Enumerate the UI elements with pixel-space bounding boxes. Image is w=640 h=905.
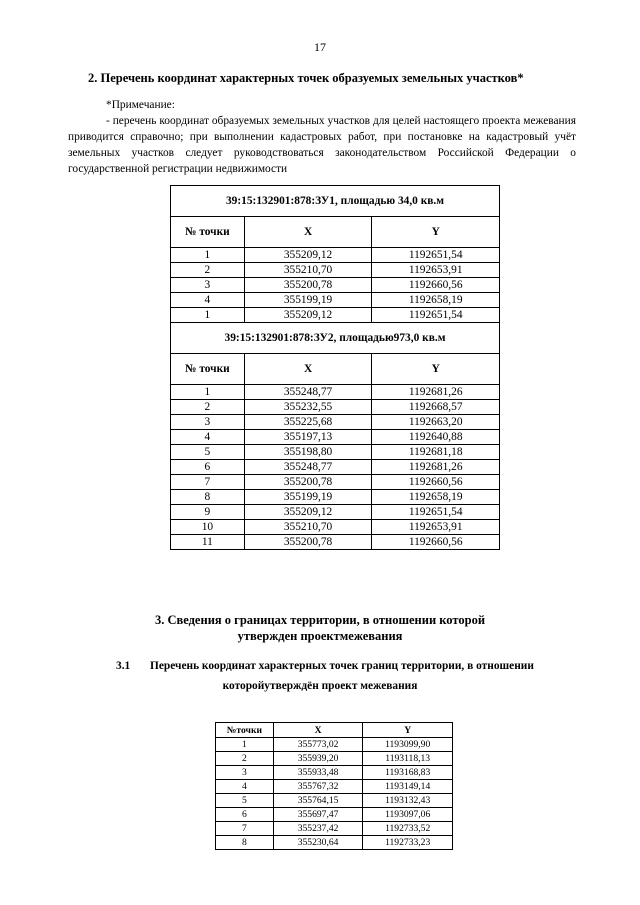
y-coordinate-cell: 1192733,23 bbox=[363, 836, 453, 850]
table-header-row bbox=[216, 723, 453, 738]
table-row bbox=[216, 794, 453, 808]
point-number-cell: 5 bbox=[216, 794, 274, 808]
x-coordinate-cell: 355200,78 bbox=[244, 535, 372, 550]
table-header-row bbox=[171, 217, 500, 248]
y-coordinate-cell: 1193099,90 bbox=[363, 738, 453, 752]
x-coordinate-cell: 355767,32 bbox=[273, 780, 363, 794]
table-row bbox=[171, 460, 500, 475]
table-row bbox=[171, 535, 500, 550]
point-number-cell: 3 bbox=[171, 278, 245, 293]
y-coordinate-cell: 1192681,26 bbox=[372, 460, 500, 475]
y-coordinate-cell: 1193149,14 bbox=[363, 780, 453, 794]
table-row bbox=[171, 490, 500, 505]
point-number-cell: 5 bbox=[171, 445, 245, 460]
header-y: Y bbox=[363, 723, 453, 738]
x-coordinate-cell: 355237,42 bbox=[273, 822, 363, 836]
x-coordinate-cell: 355200,78 bbox=[244, 475, 372, 490]
parcel-title-row bbox=[171, 186, 500, 217]
point-number-cell: 4 bbox=[171, 430, 245, 445]
point-number-cell: 6 bbox=[171, 460, 245, 475]
point-number-cell: 3 bbox=[171, 415, 245, 430]
y-coordinate-cell: 1193097,06 bbox=[363, 808, 453, 822]
x-coordinate-cell: 355209,12 bbox=[244, 505, 372, 520]
point-number-cell: 1 bbox=[216, 738, 274, 752]
header-x: X bbox=[273, 723, 363, 738]
x-coordinate-cell: 355209,12 bbox=[244, 248, 372, 263]
point-number-cell: 6 bbox=[216, 808, 274, 822]
subsection-number: 3.1 bbox=[116, 660, 131, 672]
y-coordinate-cell: 1192663,20 bbox=[372, 415, 500, 430]
header-y: Y bbox=[372, 217, 500, 248]
point-number-cell: 1 bbox=[171, 385, 245, 400]
table-row bbox=[171, 308, 500, 323]
table-row bbox=[216, 808, 453, 822]
table-row bbox=[171, 263, 500, 278]
table-row bbox=[216, 766, 453, 780]
parcel-title: 39:15:132901:878:ЗУ2, площадью973,0 кв.м bbox=[171, 323, 500, 354]
table-row bbox=[171, 475, 500, 490]
point-number-cell: 11 bbox=[171, 535, 245, 550]
header-point-number: № точки bbox=[171, 217, 245, 248]
y-coordinate-cell: 1192733,52 bbox=[363, 822, 453, 836]
y-coordinate-cell: 1192651,54 bbox=[372, 248, 500, 263]
x-coordinate-cell: 355232,55 bbox=[244, 400, 372, 415]
y-coordinate-cell: 1192660,56 bbox=[372, 475, 500, 490]
header-y: Y bbox=[372, 354, 500, 385]
x-coordinate-cell: 355225,68 bbox=[244, 415, 372, 430]
table-header-row bbox=[171, 354, 500, 385]
x-coordinate-cell: 355210,70 bbox=[244, 520, 372, 535]
point-number-cell: 4 bbox=[216, 780, 274, 794]
subsection-title-line-1: Перечень координат характерных точек границ территории, в отношении bbox=[150, 660, 534, 672]
y-coordinate-cell: 1193168,83 bbox=[363, 766, 453, 780]
territory-coordinates-table bbox=[215, 722, 453, 850]
y-coordinate-cell: 1192658,19 bbox=[372, 490, 500, 505]
subsection-3-1-title bbox=[116, 660, 534, 672]
header-x: X bbox=[244, 217, 372, 248]
y-coordinate-cell: 1192668,57 bbox=[372, 400, 500, 415]
x-coordinate-cell: 355773,02 bbox=[273, 738, 363, 752]
point-number-cell: 8 bbox=[171, 490, 245, 505]
table-row bbox=[216, 822, 453, 836]
table-row bbox=[171, 385, 500, 400]
table-row bbox=[171, 293, 500, 308]
page-number: 17 bbox=[314, 40, 326, 54]
table-row bbox=[216, 780, 453, 794]
table-row bbox=[216, 836, 453, 850]
x-coordinate-cell: 355248,77 bbox=[244, 460, 372, 475]
subsection-title-line-2: которойутверждён проект межевания bbox=[222, 680, 418, 692]
table-row bbox=[171, 400, 500, 415]
point-number-cell: 1 bbox=[171, 308, 245, 323]
table-row bbox=[171, 415, 500, 430]
point-number-cell: 2 bbox=[171, 263, 245, 278]
table-row bbox=[171, 430, 500, 445]
y-coordinate-cell: 1193118,13 bbox=[363, 752, 453, 766]
y-coordinate-cell: 1192651,54 bbox=[372, 308, 500, 323]
point-number-cell: 8 bbox=[216, 836, 274, 850]
x-coordinate-cell: 355197,13 bbox=[244, 430, 372, 445]
x-coordinate-cell: 355199,19 bbox=[244, 293, 372, 308]
header-x: X bbox=[244, 354, 372, 385]
header-point-number: №точки bbox=[216, 723, 274, 738]
y-coordinate-cell: 1192660,56 bbox=[372, 535, 500, 550]
y-coordinate-cell: 1192640,88 bbox=[372, 430, 500, 445]
point-number-cell: 9 bbox=[171, 505, 245, 520]
point-number-cell: 10 bbox=[171, 520, 245, 535]
x-coordinate-cell: 355198,80 bbox=[244, 445, 372, 460]
y-coordinate-cell: 1192681,18 bbox=[372, 445, 500, 460]
parcel-title: 39:15:132901:878:ЗУ1, площадью 34,0 кв.м bbox=[171, 186, 500, 217]
table-row bbox=[216, 752, 453, 766]
x-coordinate-cell: 355248,77 bbox=[244, 385, 372, 400]
point-number-cell: 7 bbox=[216, 822, 274, 836]
x-coordinate-cell: 355230,64 bbox=[273, 836, 363, 850]
y-coordinate-cell: 1192653,91 bbox=[372, 520, 500, 535]
x-coordinate-cell: 355199,19 bbox=[244, 490, 372, 505]
y-coordinate-cell: 1192681,26 bbox=[372, 385, 500, 400]
x-coordinate-cell: 355764,15 bbox=[273, 794, 363, 808]
x-coordinate-cell: 355200,78 bbox=[244, 278, 372, 293]
note-body: - перечень координат образуемых земельных участков для целей настоящего проекта межевания приводится справочно; при выполнении кадастровых работ, при постановке на кадастровый учёт земельных участков следует руководствоваться законодательством Российской Федерации о государственной регистрации недвижимости bbox=[68, 115, 576, 175]
y-coordinate-cell: 1192660,56 bbox=[372, 278, 500, 293]
table-row bbox=[216, 738, 453, 752]
table-row bbox=[171, 520, 500, 535]
y-coordinate-cell: 1192651,54 bbox=[372, 505, 500, 520]
parcel-title-row bbox=[171, 323, 500, 354]
section-3-title-line-2: утвержден проектмежевания bbox=[237, 629, 403, 643]
table-row bbox=[171, 505, 500, 520]
section-2-title: 2. Перечень координат характерных точек образуемых земельных участков* bbox=[88, 71, 524, 85]
note-title: *Примечание: bbox=[106, 99, 175, 111]
point-number-cell: 3 bbox=[216, 766, 274, 780]
x-coordinate-cell: 355210,70 bbox=[244, 263, 372, 278]
point-number-cell: 2 bbox=[216, 752, 274, 766]
point-number-cell: 1 bbox=[171, 248, 245, 263]
x-coordinate-cell: 355939,20 bbox=[273, 752, 363, 766]
point-number-cell: 2 bbox=[171, 400, 245, 415]
y-coordinate-cell: 1192653,91 bbox=[372, 263, 500, 278]
table-row bbox=[171, 445, 500, 460]
point-number-cell: 4 bbox=[171, 293, 245, 308]
parcel-coordinates-table bbox=[170, 185, 500, 550]
header-point-number: № точки bbox=[171, 354, 245, 385]
table-row bbox=[171, 278, 500, 293]
y-coordinate-cell: 1192658,19 bbox=[372, 293, 500, 308]
x-coordinate-cell: 355209,12 bbox=[244, 308, 372, 323]
table-row bbox=[171, 248, 500, 263]
x-coordinate-cell: 355933,48 bbox=[273, 766, 363, 780]
section-3-title-line-1: 3. Сведения о границах территории, в отношении которой bbox=[154, 613, 486, 627]
x-coordinate-cell: 355697,47 bbox=[273, 808, 363, 822]
point-number-cell: 7 bbox=[171, 475, 245, 490]
y-coordinate-cell: 1193132,43 bbox=[363, 794, 453, 808]
